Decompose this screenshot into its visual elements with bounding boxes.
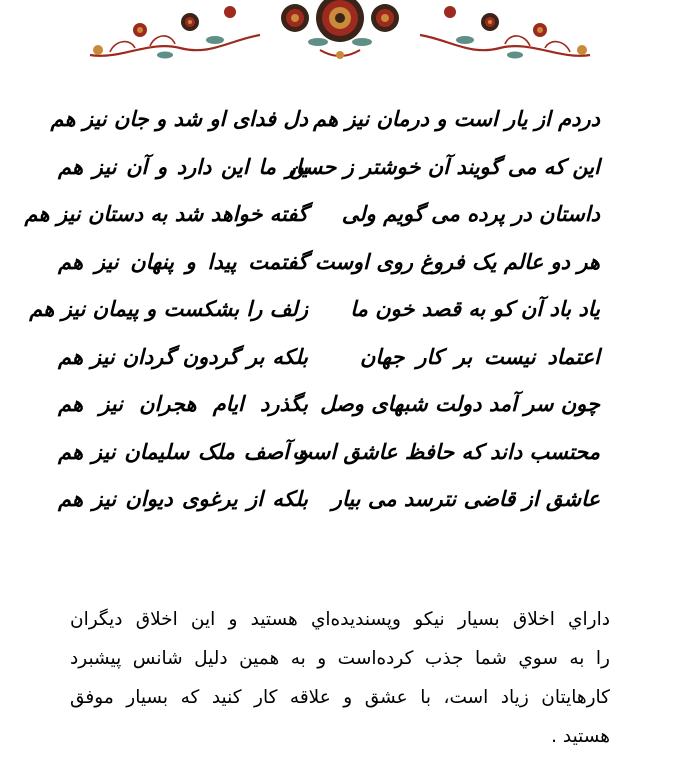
hemistich-right-6: اعتماد نیست بر کار جهان	[360, 343, 600, 369]
hemistich-left-7: بگذرد ایام هجران نیز هم	[58, 391, 308, 416]
hemistich-left-5: زلف را بشکست و پیمان نیز هم	[29, 296, 308, 321]
interpretation-line: را به سوي شما جذب كرده‌است و به همين دليل شانس پيشبرد	[70, 648, 610, 669]
interpretation-line: هستيد .	[551, 726, 610, 747]
hemistich-left-2: یار ما این دارد و آن نیز هم	[58, 153, 308, 179]
hemistich-right-1: دردم از یار است و درمان نیز هم	[313, 106, 600, 131]
hemistich-right-4: هر دو عالم یک فروغ روی اوست	[314, 248, 600, 274]
interpretation-line: داراي اخلاق بسيار نيكو وپسنديده‌اي هستيد و اين اخلاق ديگران	[70, 609, 610, 630]
hemistich-right-9: عاشق از قاضی نترسد می بیار	[331, 486, 600, 511]
interpretation-line: كارهايتان زياد است، با عشق و علاقه كار كنيد كه بسيار موفق	[70, 687, 610, 708]
floral-ornament-icon	[80, 0, 600, 70]
hemistich-left-4: گفتمت پیدا و پنهان نیز هم	[58, 248, 308, 274]
poem	[0, 95, 673, 535]
hemistich-right-5: یاد باد آن کو به قصد خون ما	[350, 296, 600, 321]
hemistich-left-3: گفته خواهد شد به دستان نیز هم	[24, 201, 308, 226]
poem-right-column	[288, 95, 600, 523]
hemistich-right-8: محتسب داند که حافظ عاشق است	[292, 438, 600, 464]
hemistich-right-2: این که می گویند آن خوشتر ز حسن	[288, 153, 600, 179]
hemistich-left-1: دل فدای او شد و جان نیز هم	[50, 106, 308, 131]
hemistich-left-9: بلکه از یرغوی دیوان نیز هم	[58, 486, 308, 511]
interpretation-paragraph	[70, 600, 610, 756]
hemistich-right-3: داستان در پرده می گویم ولی	[341, 201, 600, 226]
hemistich-right-7: چون سر آمد دولت شبهای وصل	[320, 391, 600, 416]
poem-left-column	[24, 95, 308, 523]
hemistich-left-6: بلکه بر گردون گردان نیز هم	[58, 343, 308, 369]
hemistich-left-8: و آصف ملک سلیمان نیز هم	[58, 438, 308, 464]
